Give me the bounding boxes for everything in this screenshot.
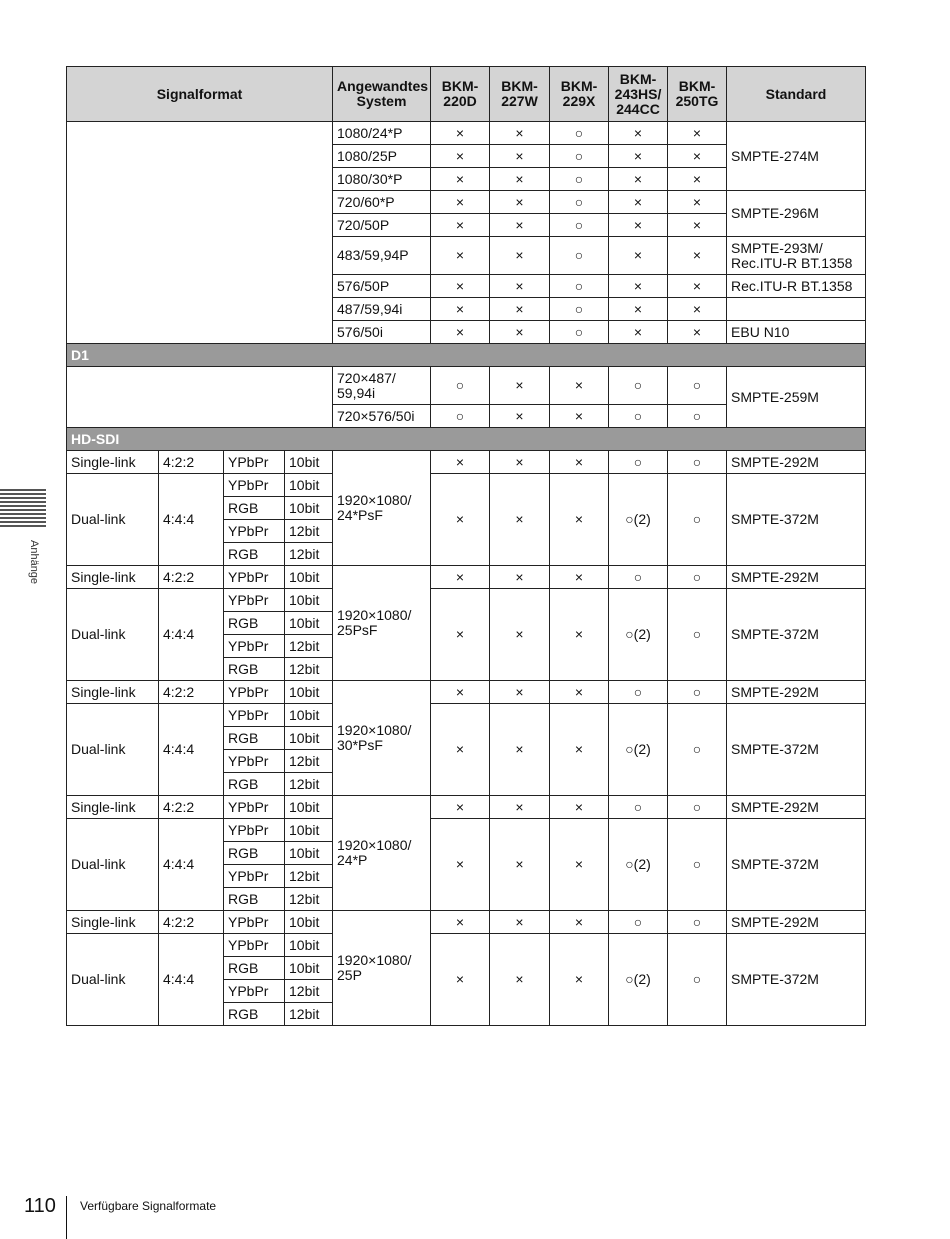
standard-cell: SMPTE-372M	[727, 589, 866, 681]
bit-depth-cell: 10bit	[285, 589, 333, 612]
standard-cell	[727, 298, 866, 321]
empty-format-cell	[67, 367, 333, 428]
value-cell: ×	[668, 237, 727, 275]
link-type-cell: Dual-link	[67, 704, 159, 796]
sampling-cell: 4:2:2	[159, 451, 224, 474]
sampling-cell: 4:2:2	[159, 911, 224, 934]
bit-depth-cell: 10bit	[285, 727, 333, 750]
standard-cell: SMPTE-292M	[727, 566, 866, 589]
signal-format-table	[66, 66, 866, 1026]
section-row-hdsdi	[67, 428, 866, 451]
color-space-cell: RGB	[224, 773, 285, 796]
header-bkm-243hs: BKM-243HS/ 244CC	[609, 67, 668, 122]
value-cell: ○	[550, 237, 609, 275]
value-cell: ○	[668, 405, 727, 428]
sampling-cell: 4:4:4	[159, 934, 224, 1026]
value-cell: ×	[490, 405, 550, 428]
system-cell: 487/59,94i	[333, 298, 431, 321]
value-cell: ×	[431, 796, 490, 819]
bit-depth-cell: 10bit	[285, 796, 333, 819]
value-cell: ×	[431, 566, 490, 589]
value-cell: ×	[490, 451, 550, 474]
value-cell: ×	[431, 168, 490, 191]
color-space-cell: YPbPr	[224, 819, 285, 842]
value-cell: ×	[490, 681, 550, 704]
color-space-cell: YPbPr	[224, 520, 285, 543]
link-type-cell: Dual-link	[67, 819, 159, 911]
bit-depth-cell: 12bit	[285, 658, 333, 681]
table-row	[67, 566, 866, 589]
color-space-cell: RGB	[224, 842, 285, 865]
value-cell: ×	[431, 214, 490, 237]
value-cell: ×	[431, 589, 490, 681]
system-cell: 1920×1080/ 25PsF	[333, 566, 431, 681]
value-cell: ×	[490, 474, 550, 566]
value-cell: ○	[609, 451, 668, 474]
value-cell: ○(2)	[609, 819, 668, 911]
color-space-cell: RGB	[224, 957, 285, 980]
standard-cell: SMPTE-259M	[727, 367, 866, 428]
value-cell: ○	[550, 122, 609, 145]
sampling-cell: 4:4:4	[159, 704, 224, 796]
value-cell: ○(2)	[609, 474, 668, 566]
link-type-cell: Dual-link	[67, 474, 159, 566]
value-cell: ×	[550, 589, 609, 681]
chapter-tab-marker	[0, 489, 46, 529]
value-cell: ×	[609, 298, 668, 321]
value-cell: ×	[668, 298, 727, 321]
value-cell: ×	[550, 934, 609, 1026]
page-number: 110	[24, 1195, 56, 1217]
table-header-row	[67, 67, 866, 122]
value-cell: ×	[490, 122, 550, 145]
value-cell: ×	[490, 911, 550, 934]
sampling-cell: 4:2:2	[159, 566, 224, 589]
value-cell: ○	[550, 321, 609, 344]
color-space-cell: YPbPr	[224, 635, 285, 658]
sampling-cell: 4:4:4	[159, 589, 224, 681]
color-space-cell: YPbPr	[224, 934, 285, 957]
color-space-cell: RGB	[224, 1003, 285, 1026]
header-bkm-229x: BKM-229X	[550, 67, 609, 122]
value-cell: ×	[490, 321, 550, 344]
color-space-cell: RGB	[224, 658, 285, 681]
footer-title: Verfügbare Signalformate	[80, 1199, 217, 1213]
table-row	[67, 796, 866, 819]
value-cell: ○	[550, 214, 609, 237]
color-space-cell: RGB	[224, 543, 285, 566]
color-space-cell: YPbPr	[224, 750, 285, 773]
bit-depth-cell: 12bit	[285, 980, 333, 1003]
bit-depth-cell: 10bit	[285, 497, 333, 520]
value-cell: ×	[550, 681, 609, 704]
value-cell: ○(2)	[609, 704, 668, 796]
header-bkm-220d: BKM-220D	[431, 67, 490, 122]
value-cell: ×	[668, 214, 727, 237]
value-cell: ×	[431, 934, 490, 1026]
bit-depth-cell: 10bit	[285, 612, 333, 635]
bit-depth-cell: 10bit	[285, 474, 333, 497]
standard-cell: SMPTE-372M	[727, 819, 866, 911]
value-cell: ×	[490, 819, 550, 911]
value-cell: ×	[431, 122, 490, 145]
value-cell: ○	[550, 145, 609, 168]
bit-depth-cell: 10bit	[285, 934, 333, 957]
system-cell: 1920×1080/ 30*PsF	[333, 681, 431, 796]
standard-cell: SMPTE-292M	[727, 681, 866, 704]
header-standard: Standard	[727, 67, 866, 122]
value-cell: ×	[668, 321, 727, 344]
value-cell: ×	[490, 298, 550, 321]
system-cell: 720×487/ 59,94i	[333, 367, 431, 405]
value-cell: ×	[490, 704, 550, 796]
value-cell: ×	[490, 145, 550, 168]
value-cell: ○	[550, 168, 609, 191]
value-cell: ×	[550, 367, 609, 405]
link-type-cell: Single-link	[67, 911, 159, 934]
table-row	[67, 589, 866, 612]
hdsdi-body	[67, 451, 866, 1026]
value-cell: ×	[609, 237, 668, 275]
color-space-cell: RGB	[224, 727, 285, 750]
link-type-cell: Dual-link	[67, 589, 159, 681]
value-cell: ○	[668, 911, 727, 934]
value-cell: ×	[431, 681, 490, 704]
value-cell: ×	[668, 191, 727, 214]
value-cell: ×	[431, 275, 490, 298]
bit-depth-cell: 12bit	[285, 865, 333, 888]
value-cell: ×	[431, 704, 490, 796]
value-cell: ○	[609, 566, 668, 589]
value-cell: ×	[609, 321, 668, 344]
standard-cell: Rec.ITU-R BT.1358	[727, 275, 866, 298]
system-cell: 720/50P	[333, 214, 431, 237]
value-cell: ×	[431, 474, 490, 566]
color-space-cell: YPbPr	[224, 451, 285, 474]
value-cell: ×	[490, 566, 550, 589]
color-space-cell: YPbPr	[224, 865, 285, 888]
value-cell: ×	[431, 145, 490, 168]
value-cell: ○	[668, 934, 727, 1026]
value-cell: ×	[490, 168, 550, 191]
value-cell: ×	[431, 237, 490, 275]
value-cell: ○	[609, 681, 668, 704]
link-type-cell: Single-link	[67, 681, 159, 704]
sampling-cell: 4:4:4	[159, 474, 224, 566]
value-cell: ×	[668, 275, 727, 298]
value-cell: ○	[668, 367, 727, 405]
bit-depth-cell: 10bit	[285, 681, 333, 704]
color-space-cell: YPbPr	[224, 980, 285, 1003]
value-cell: ○	[609, 911, 668, 934]
value-cell: ○	[668, 681, 727, 704]
value-cell: ×	[431, 911, 490, 934]
value-cell: ×	[490, 367, 550, 405]
bit-depth-cell: 10bit	[285, 704, 333, 727]
value-cell: ×	[431, 298, 490, 321]
empty-format-cell	[67, 122, 333, 344]
value-cell: ×	[431, 819, 490, 911]
value-cell: ○	[550, 275, 609, 298]
standard-cell: SMPTE-292M	[727, 796, 866, 819]
value-cell: ○	[431, 367, 490, 405]
value-cell: ×	[668, 122, 727, 145]
section-row-d1	[67, 344, 866, 367]
bit-depth-cell: 12bit	[285, 1003, 333, 1026]
standard-cell: SMPTE-296M	[727, 191, 866, 237]
value-cell: ○	[668, 589, 727, 681]
standard-cell: EBU N10	[727, 321, 866, 344]
table-row	[67, 451, 866, 474]
system-cell: 1080/30*P	[333, 168, 431, 191]
color-space-cell: YPbPr	[224, 911, 285, 934]
sampling-cell: 4:2:2	[159, 796, 224, 819]
system-cell: 720/60*P	[333, 191, 431, 214]
value-cell: ×	[550, 704, 609, 796]
color-space-cell: YPbPr	[224, 681, 285, 704]
value-cell: ○	[550, 191, 609, 214]
color-space-cell: RGB	[224, 497, 285, 520]
table-row	[67, 911, 866, 934]
bit-depth-cell: 12bit	[285, 750, 333, 773]
value-cell: ○	[668, 704, 727, 796]
value-cell: ○	[609, 367, 668, 405]
link-type-cell: Single-link	[67, 566, 159, 589]
value-cell: ×	[431, 451, 490, 474]
chapter-label: Anhänge	[28, 540, 40, 585]
value-cell: ○	[668, 819, 727, 911]
system-cell: 1920×1080/ 25P	[333, 911, 431, 1026]
value-cell: ○	[431, 405, 490, 428]
link-type-cell: Dual-link	[67, 934, 159, 1026]
value-cell: ×	[550, 474, 609, 566]
value-cell: ×	[609, 122, 668, 145]
color-space-cell: RGB	[224, 888, 285, 911]
value-cell: ×	[668, 145, 727, 168]
header-signalformat: Signalformat	[67, 67, 333, 122]
standard-cell: SMPTE-292M	[727, 451, 866, 474]
value-cell: ×	[609, 168, 668, 191]
value-cell: ×	[490, 589, 550, 681]
value-cell: ×	[668, 168, 727, 191]
value-cell: ×	[490, 275, 550, 298]
value-cell: ×	[609, 191, 668, 214]
value-cell: ○	[668, 796, 727, 819]
standard-cell: SMPTE-372M	[727, 474, 866, 566]
value-cell: ×	[490, 237, 550, 275]
value-cell: ×	[550, 451, 609, 474]
system-cell: 576/50P	[333, 275, 431, 298]
footer-divider	[66, 1196, 67, 1239]
value-cell: ×	[431, 191, 490, 214]
bit-depth-cell: 12bit	[285, 888, 333, 911]
value-cell: ×	[431, 321, 490, 344]
table-row	[67, 681, 866, 704]
value-cell: ×	[550, 566, 609, 589]
system-cell: 720×576/50i	[333, 405, 431, 428]
value-cell: ×	[490, 796, 550, 819]
table-row	[67, 934, 866, 957]
value-cell: ×	[490, 214, 550, 237]
bit-depth-cell: 10bit	[285, 819, 333, 842]
table-row	[67, 122, 866, 145]
standard-cell: SMPTE-293M/ Rec.ITU-R BT.1358	[727, 237, 866, 275]
standard-cell: SMPTE-372M	[727, 934, 866, 1026]
system-cell: 576/50i	[333, 321, 431, 344]
value-cell: ○	[668, 566, 727, 589]
standard-cell: SMPTE-274M	[727, 122, 866, 191]
value-cell: ×	[490, 191, 550, 214]
value-cell: ×	[550, 796, 609, 819]
color-space-cell: YPbPr	[224, 566, 285, 589]
system-cell: 1920×1080/ 24*P	[333, 796, 431, 911]
value-cell: ×	[550, 911, 609, 934]
bit-depth-cell: 10bit	[285, 842, 333, 865]
link-type-cell: Single-link	[67, 451, 159, 474]
value-cell: ×	[550, 819, 609, 911]
color-space-cell: YPbPr	[224, 704, 285, 727]
bit-depth-cell: 12bit	[285, 543, 333, 566]
value-cell: ×	[609, 214, 668, 237]
bit-depth-cell: 10bit	[285, 957, 333, 980]
color-space-cell: YPbPr	[224, 796, 285, 819]
section-label-hdsdi: HD-SDI	[67, 428, 866, 451]
color-space-cell: RGB	[224, 612, 285, 635]
bit-depth-cell: 12bit	[285, 773, 333, 796]
color-space-cell: YPbPr	[224, 474, 285, 497]
bit-depth-cell: 10bit	[285, 911, 333, 934]
table-row	[67, 819, 866, 842]
value-cell: ○	[668, 451, 727, 474]
sampling-cell: 4:4:4	[159, 819, 224, 911]
value-cell: ○(2)	[609, 589, 668, 681]
value-cell: ×	[550, 405, 609, 428]
system-cell: 1080/25P	[333, 145, 431, 168]
header-bkm-250tg: BKM-250TG	[668, 67, 727, 122]
value-cell: ○	[609, 405, 668, 428]
value-cell: ○	[668, 474, 727, 566]
header-system: Angewandtes System	[333, 67, 431, 122]
link-type-cell: Single-link	[67, 796, 159, 819]
value-cell: ○(2)	[609, 934, 668, 1026]
table-row	[67, 704, 866, 727]
value-cell: ×	[490, 934, 550, 1026]
system-cell: 1920×1080/ 24*PsF	[333, 451, 431, 566]
value-cell: ○	[550, 298, 609, 321]
standard-cell: SMPTE-292M	[727, 911, 866, 934]
bit-depth-cell: 10bit	[285, 451, 333, 474]
system-cell: 483/59,94P	[333, 237, 431, 275]
system-cell: 1080/24*P	[333, 122, 431, 145]
value-cell: ×	[609, 275, 668, 298]
table-row	[67, 367, 866, 405]
bit-depth-cell: 12bit	[285, 520, 333, 543]
header-bkm-227w: BKM-227W	[490, 67, 550, 122]
sampling-cell: 4:2:2	[159, 681, 224, 704]
color-space-cell: YPbPr	[224, 589, 285, 612]
table-row	[67, 474, 866, 497]
section-label-d1: D1	[67, 344, 866, 367]
value-cell: ×	[609, 145, 668, 168]
bit-depth-cell: 12bit	[285, 635, 333, 658]
standard-cell: SMPTE-372M	[727, 704, 866, 796]
bit-depth-cell: 10bit	[285, 566, 333, 589]
value-cell: ○	[609, 796, 668, 819]
